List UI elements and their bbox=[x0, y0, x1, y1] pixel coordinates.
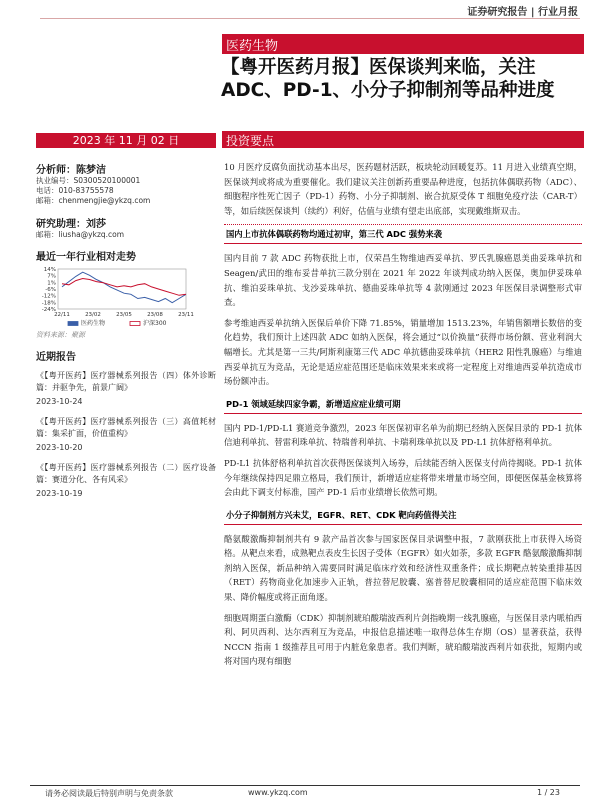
footer-rule bbox=[30, 785, 580, 786]
y-tick-label: -12% bbox=[41, 293, 56, 300]
subheading-pd1: PD-1 领域延续四家争霸，新增适应症业绩可期 bbox=[224, 395, 582, 414]
analyst-name: 分析师：陈梦洁 bbox=[36, 165, 106, 176]
analyst-phone: 电话：010-83755578 bbox=[36, 186, 114, 195]
relative-trend-chart bbox=[36, 265, 216, 340]
assistant-email[interactable]: 邮箱：liusha@ykzq.com bbox=[36, 230, 125, 239]
report-title: 【粤开医药月报】医保谈判来临，关注 ADC、PD-1、小分子抑制剂等品种进度 bbox=[221, 57, 555, 101]
intro-paragraph: 10 月医疗反腐负面扰动基本出尽，医药题材活跃，板块轮动回暖复苏。11 月进入业绩真空期，医保谈判或将成为重要催化。我们建议关注创新药重要品种进度，包括抗体偶联药物（ADC）、细胞程序性死亡因子（PD-1）药物、小分子抑制剂、嵌合抗原受体 T 细胞免疫疗法（CAR-T）等，如后续医保谈判（续约）利好，估值与业绩有望走出底部，实现戴维斯双击。 bbox=[224, 162, 582, 216]
paragraph: 参考维迪西妥单抗纳入医保后单价下降 71.85%，销量增加 1513.23%，年销售额增长数倍的变化趋势，我们预计上述四款 ADC 如纳入医保，将会通过“以价换量”获得市场份额、营业利润大幅增长。尤其是第一三共/阿斯利康第三代 ADC 单抗德曲妥珠单抗（HER2 阳性乳腺癌）与维迪西妥单抗互为竞品，无论是适应症范围还是临床效果来来或将一定程度上对维迪西妥单抗造成市场份额冲击。 bbox=[224, 317, 582, 387]
page-footer bbox=[0, 785, 600, 800]
subheading-adc: 国内上市抗体偶联药物均通过初审，第三代 ADC 强势来袭 bbox=[224, 224, 582, 244]
page-number: 1 / 23 bbox=[536, 788, 560, 797]
x-tick-label: 23/05 bbox=[116, 312, 132, 318]
footer-disclaimer[interactable]: 请务必阅读最后特别声明与免责条款 bbox=[45, 789, 173, 798]
subheading-small-molecule: 小分子抑制剂方兴未艾，EGFR、RET、CDK 靶向药值得关注 bbox=[224, 506, 582, 525]
x-tick-label: 22/11 bbox=[54, 312, 70, 318]
keypoints-label: 投资要点 bbox=[226, 134, 275, 148]
report-header bbox=[0, 0, 600, 22]
report-date: 2023 年 11 月 02 日 bbox=[36, 133, 216, 148]
main-body bbox=[224, 160, 582, 675]
recent-report-date: 2023-10-20 bbox=[36, 443, 83, 452]
paragraph: 国内 PD-1/PD-L1 赛道竞争激烈，2023 年医保初审名单为前期已经纳入医保目录的 PD-1 抗体信迪利单抗、替雷利珠单抗、特瑞普利单抗、卡瑞利珠单抗以及 PD-L1 抗体舒格利单抗。 bbox=[224, 422, 582, 448]
x-tick-label: 23/11 bbox=[178, 312, 194, 318]
series-line-pharma bbox=[62, 272, 186, 303]
section-tag-label: 医药生物 bbox=[226, 39, 279, 54]
paragraph: 酪氨酸激酶抑制剂共有 9 款产品首次参与国家医保目录调整申报，7 款刚获批上市获得入场资格。从靶点来看，成熟靶点表皮生长因子受体（EGFR）如火如荼，多款 EGFR 酪氨酸激酶抑制剂纳入医保，新品种纳入需要同时满足临床疗效和经济性双重条件；成长期靶点转染重排基因（RET）药物商业化加速步入正轨，普拉替尼胶囊、塞普替尼胶囊相同的适应症范围下临床效果、降价幅度或将正面角逐。 bbox=[224, 533, 582, 603]
y-tick-label: 7% bbox=[47, 273, 56, 280]
header-rule bbox=[40, 18, 580, 19]
recent-report-item[interactable] bbox=[36, 416, 216, 452]
y-tick-label: -24% bbox=[41, 307, 56, 313]
recent-report-date: 2023-10-19 bbox=[36, 489, 83, 498]
chart-source: 资料来源：聚源 bbox=[36, 331, 85, 339]
legend-label: 沪深300 bbox=[143, 320, 167, 327]
recent-report-title[interactable]: 《【粤开医药】医疗器械系列报告（二）医疗设备篇：赛道分化、各有风采》 bbox=[36, 463, 216, 484]
analyst-email[interactable]: 邮箱：chenmengjie@ykzq.com bbox=[36, 196, 151, 205]
sidebar bbox=[36, 155, 216, 263]
legend-swatch bbox=[68, 322, 78, 326]
y-tick-label: -18% bbox=[41, 300, 56, 307]
y-tick-label: 1% bbox=[47, 280, 56, 287]
legend-swatch bbox=[130, 322, 140, 326]
x-tick-label: 23/08 bbox=[147, 312, 163, 318]
chart-title: 最近一年行业相对走势 bbox=[36, 252, 136, 263]
y-tick-label: -6% bbox=[45, 287, 56, 293]
legend-label: 医药生物 bbox=[81, 320, 106, 327]
keypoints-bar bbox=[222, 131, 584, 148]
paragraph: 细胞周期蛋白激酶（CDK）抑制剂琥珀酸瑞波西利片剑指晚期一线乳腺癌，与医保目录内哌柏西利、阿贝西利、达尔西利互为竞品，申报信息描述唯一取得总体生存期（OS）显著获益，获得 NCCN 指南 1 级推荐且可用于内脏危象患者。我们判断，琥珀酸瑞波西利片如获批，短期内或将对国内现有细胞 bbox=[224, 612, 582, 667]
recent-report-item[interactable] bbox=[36, 370, 216, 406]
recent-reports-heading: 近期报告 bbox=[36, 352, 76, 363]
recent-report-title[interactable]: 《【粤开医药】医疗器械系列报告（四）体外诊断篇：并驱争先，前景广阔》 bbox=[36, 371, 216, 392]
analyst-cert: 执业编号：S0300520100001 bbox=[36, 176, 141, 185]
recent-report-date: 2023-10-24 bbox=[36, 397, 83, 406]
paragraph: PD-L1 抗体舒格利单抗首次获得医保谈判入场券，后续能否纳入医保支付尚待揭晓。PD-1 抗体今年继续保持四足鼎立格局，我们预计，新增适应症将带来增量市场空间，即便医保基金核算将会由此下调支付标准，国产 PD-1 后市业绩增长依然可期。 bbox=[224, 457, 582, 498]
footer-website[interactable]: www.ykzq.com bbox=[248, 788, 308, 797]
recent-report-title[interactable]: 《【粤开医药】医疗器械系列报告（三）高值耗材篇：集采扩面，价值重构》 bbox=[36, 417, 216, 438]
x-tick-label: 23/02 bbox=[85, 312, 101, 318]
recent-report-item[interactable] bbox=[36, 462, 216, 498]
section-tag bbox=[222, 34, 584, 54]
paragraph: 国内目前 7 款 ADC 药物获批上市，仅荣昌生物维迪西妥单抗、罗氏乳腺癌恩美曲妥珠单抗和 Seagen/武田的维布妥昔单抗三款分别在 2021 年 2022 年谈判成功纳入医保，奥加伊妥珠单抗、维泊妥珠单抗、戈沙妥珠单抗、德曲妥珠单抗等 4 款刚通过 2023 年医保目录调整形式审查。 bbox=[224, 253, 582, 308]
assistant-name: 研究助理：刘莎 bbox=[36, 219, 106, 230]
y-tick-label: 14% bbox=[43, 267, 56, 273]
report-series-label: 证券研究报告 | 行业月报 bbox=[467, 7, 578, 18]
recent-reports-list bbox=[36, 360, 216, 498]
